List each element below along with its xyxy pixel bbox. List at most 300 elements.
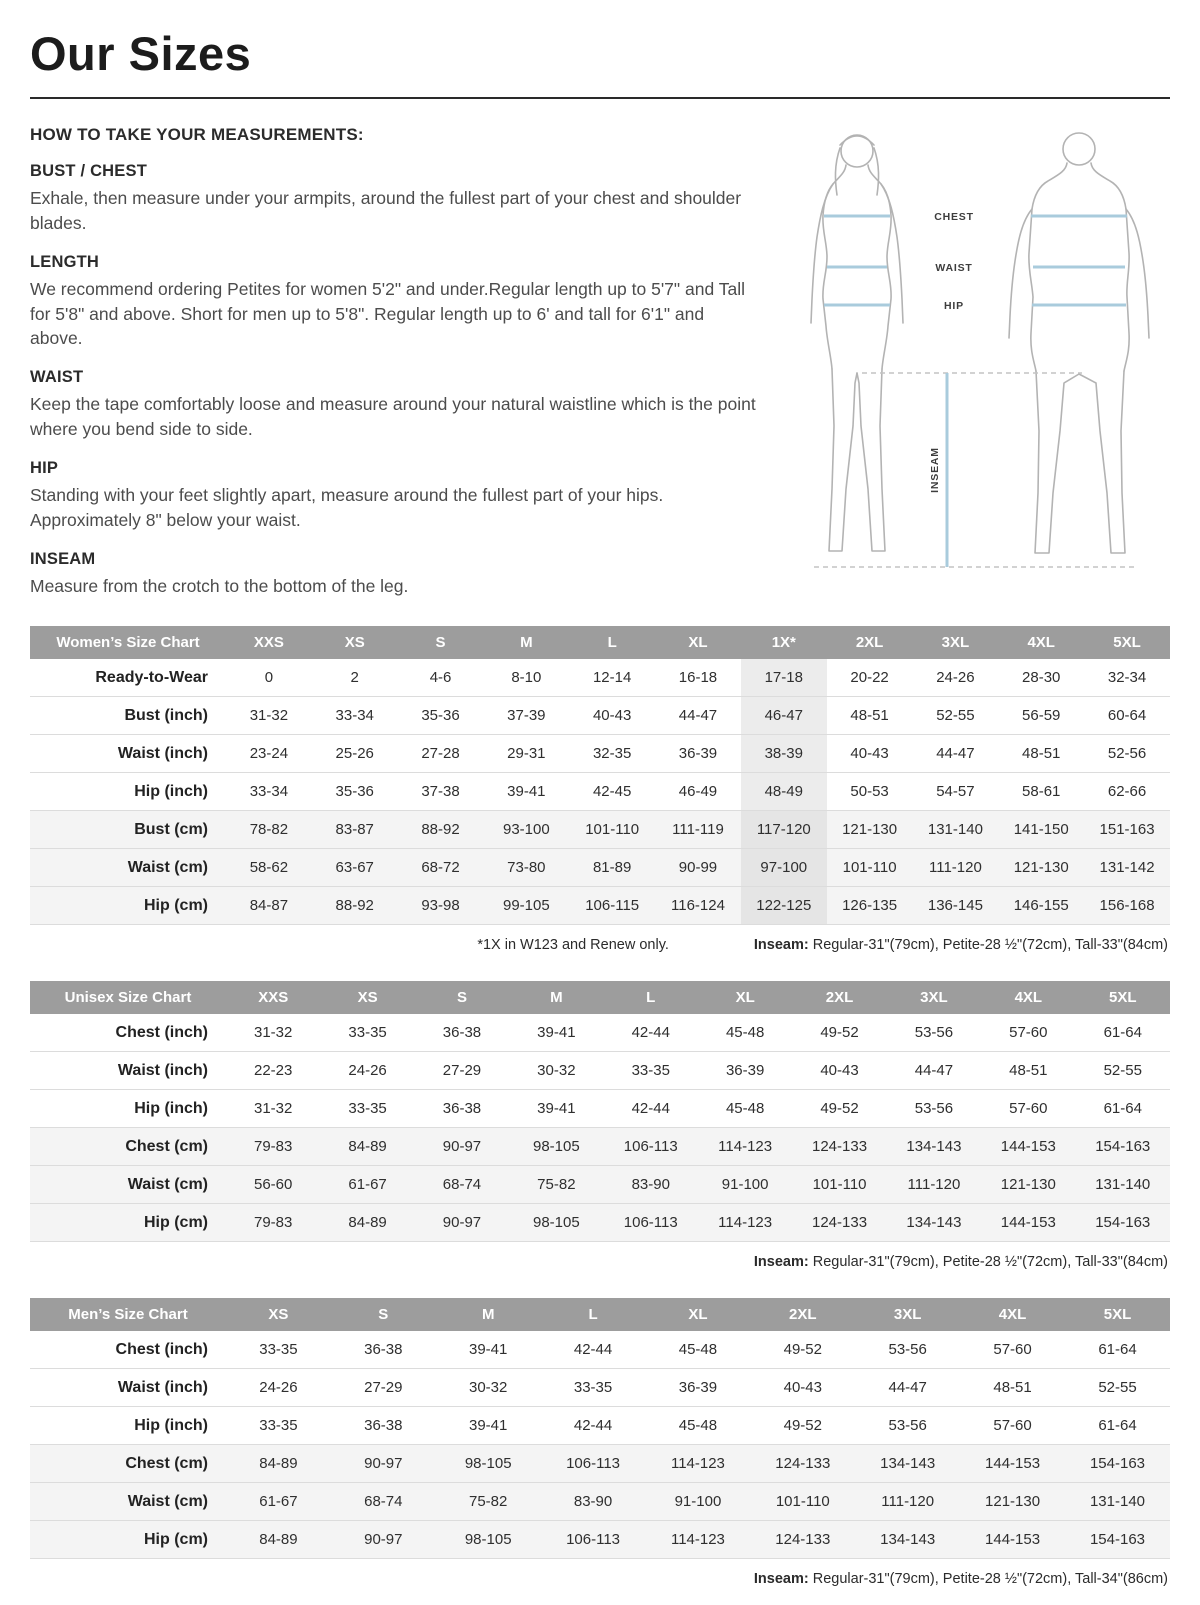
hip-label: HIP <box>944 300 964 312</box>
cell: 144-153 <box>981 1128 1075 1166</box>
cell: 106-113 <box>604 1128 698 1166</box>
cell: 84-89 <box>226 1445 331 1483</box>
section-title: WAIST <box>30 368 84 387</box>
cell: 124-133 <box>750 1521 855 1559</box>
section-inseam <box>30 550 758 599</box>
cell: 144-153 <box>960 1445 1065 1483</box>
cell: 44-47 <box>855 1369 960 1407</box>
footnote: Inseam: Regular-31"(79cm), Petite-28 ½"(72cm), Tall-34"(86cm) <box>753 1571 1168 1588</box>
cell: 134-143 <box>887 1204 981 1242</box>
cell: 68-74 <box>331 1483 436 1521</box>
col-header-XL: XL <box>655 626 741 659</box>
cell: 24-26 <box>913 659 999 697</box>
cell: 44-47 <box>887 1052 981 1090</box>
cell: 60-64 <box>1084 697 1170 735</box>
cell: 88-92 <box>398 811 484 849</box>
cell: 49-52 <box>750 1331 855 1369</box>
cell: 36-39 <box>698 1052 792 1090</box>
womens-footnotes <box>32 937 1168 953</box>
cell: 106-115 <box>569 887 655 925</box>
cell: 141-150 <box>998 811 1084 849</box>
cell: 45-48 <box>646 1331 751 1369</box>
table-row <box>30 1128 1170 1166</box>
col-header-L: L <box>541 1298 646 1331</box>
cell: 39-41 <box>436 1407 541 1445</box>
cell: 40-43 <box>792 1052 886 1090</box>
mens-size-chart-section <box>30 1298 1170 1587</box>
table-row <box>30 1090 1170 1128</box>
cell: 73-80 <box>483 849 569 887</box>
womens-chart-title: Women’s Size Chart <box>30 626 226 659</box>
cell: 24-26 <box>320 1052 414 1090</box>
row-label: Hip (cm) <box>30 1521 226 1559</box>
cell: 42-44 <box>541 1407 646 1445</box>
table-row <box>30 773 1170 811</box>
inseam-label: INSEAM <box>929 447 941 493</box>
cell: 45-48 <box>698 1090 792 1128</box>
cell: 58-61 <box>998 773 1084 811</box>
mens-chart-title: Men’s Size Chart <box>30 1298 226 1331</box>
col-header-4XL: 4XL <box>981 981 1075 1014</box>
cell: 131-140 <box>1065 1483 1170 1521</box>
cell: 40-43 <box>569 697 655 735</box>
cell: 33-35 <box>320 1090 414 1128</box>
cell: 42-44 <box>541 1331 646 1369</box>
cell: 79-83 <box>226 1128 320 1166</box>
cell: 36-38 <box>415 1090 509 1128</box>
col-header-XS: XS <box>320 981 414 1014</box>
col-header-5XL: 5XL <box>1076 981 1170 1014</box>
cell: 98-105 <box>509 1128 603 1166</box>
cell: 114-123 <box>698 1128 792 1166</box>
row-label: Waist (cm) <box>30 849 226 887</box>
cell: 106-113 <box>541 1521 646 1559</box>
footnote: Inseam: Regular-31"(79cm), Petite-28 ½"(72cm), Tall-33"(84cm) <box>753 937 1168 954</box>
cell: 68-74 <box>415 1166 509 1204</box>
col-header-XS: XS <box>312 626 398 659</box>
cell: 37-38 <box>398 773 484 811</box>
cell: 90-97 <box>415 1204 509 1242</box>
cell: 16-18 <box>655 659 741 697</box>
col-header-L: L <box>604 981 698 1014</box>
cell: 97-100 <box>741 849 827 887</box>
cell: 61-67 <box>226 1483 331 1521</box>
cell: 122-125 <box>741 887 827 925</box>
cell: 93-98 <box>398 887 484 925</box>
cell: 45-48 <box>698 1014 792 1052</box>
section-body: Keep the tape comfortably loose and measure around your natural waistline which is the point where you bend side to side. <box>30 394 756 440</box>
cell: 116-124 <box>655 887 741 925</box>
cell: 44-47 <box>913 735 999 773</box>
row-label: Waist (cm) <box>30 1166 226 1204</box>
cell: 42-44 <box>604 1014 698 1052</box>
unisex-chart-title: Unisex Size Chart <box>30 981 226 1014</box>
table-row <box>30 1052 1170 1090</box>
cell: 0 <box>226 659 312 697</box>
cell: 48-49 <box>741 773 827 811</box>
cell: 101-110 <box>569 811 655 849</box>
cell: 36-38 <box>331 1331 436 1369</box>
col-header-3XL: 3XL <box>913 626 999 659</box>
cell: 35-36 <box>398 697 484 735</box>
cell: 111-120 <box>913 849 999 887</box>
cell: 33-34 <box>312 697 398 735</box>
cell: 33-34 <box>226 773 312 811</box>
cell: 22-23 <box>226 1052 320 1090</box>
col-header-XXS: XXS <box>226 626 312 659</box>
cell: 57-60 <box>981 1014 1075 1052</box>
cell: 56-60 <box>226 1166 320 1204</box>
table-row <box>30 849 1170 887</box>
table-row <box>30 1166 1170 1204</box>
measurement-figure <box>776 119 1170 598</box>
cell: 33-35 <box>604 1052 698 1090</box>
cell: 32-35 <box>569 735 655 773</box>
col-header-3XL: 3XL <box>887 981 981 1014</box>
cell: 4-6 <box>398 659 484 697</box>
col-header-2XL: 2XL <box>792 981 886 1014</box>
intro-row <box>30 119 1170 598</box>
table-row <box>30 735 1170 773</box>
row-label: Waist (inch) <box>30 1369 226 1407</box>
cell: 53-56 <box>855 1331 960 1369</box>
cell: 121-130 <box>998 849 1084 887</box>
cell: 134-143 <box>887 1128 981 1166</box>
cell: 124-133 <box>750 1445 855 1483</box>
cell: 75-82 <box>436 1483 541 1521</box>
col-header-M: M <box>436 1298 541 1331</box>
cell: 58-62 <box>226 849 312 887</box>
col-header-XXS: XXS <box>226 981 320 1014</box>
cell: 126-135 <box>827 887 913 925</box>
row-label: Waist (inch) <box>30 735 226 773</box>
cell: 32-34 <box>1084 659 1170 697</box>
unisex-size-chart <box>30 981 1170 1242</box>
womens-table <box>30 626 1170 925</box>
male-figure <box>1009 133 1149 553</box>
section-body: Exhale, then measure under your armpits, around the fullest part of your chest and shoulder blades. <box>30 188 742 233</box>
cell: 39-41 <box>509 1090 603 1128</box>
col-header-4XL: 4XL <box>960 1298 1065 1331</box>
cell: 154-163 <box>1076 1128 1170 1166</box>
cell: 134-143 <box>855 1521 960 1559</box>
col-header-4XL: 4XL <box>998 626 1084 659</box>
cell: 48-51 <box>998 735 1084 773</box>
row-label: Chest (inch) <box>30 1014 226 1052</box>
cell: 106-113 <box>541 1445 646 1483</box>
row-label: Hip (inch) <box>30 1407 226 1445</box>
cell: 36-38 <box>415 1014 509 1052</box>
cell: 98-105 <box>509 1204 603 1242</box>
cell: 42-45 <box>569 773 655 811</box>
cell: 48-51 <box>981 1052 1075 1090</box>
cell: 37-39 <box>483 697 569 735</box>
cell: 31-32 <box>226 697 312 735</box>
table-row <box>30 697 1170 735</box>
cell: 52-55 <box>1065 1369 1170 1407</box>
cell: 124-133 <box>792 1128 886 1166</box>
womens-size-chart <box>30 626 1170 925</box>
cell: 39-41 <box>483 773 569 811</box>
cell: 98-105 <box>436 1521 541 1559</box>
section-title: BUST / CHEST <box>30 162 147 180</box>
cell: 33-35 <box>320 1014 414 1052</box>
cell: 27-29 <box>415 1052 509 1090</box>
header-row <box>30 626 1170 659</box>
cell: 88-92 <box>312 887 398 925</box>
cell: 101-110 <box>792 1166 886 1204</box>
cell: 134-143 <box>855 1445 960 1483</box>
section-bust-chest <box>30 162 758 236</box>
cell: 131-140 <box>1076 1166 1170 1204</box>
table-row <box>30 811 1170 849</box>
row-label: Chest (cm) <box>30 1128 226 1166</box>
cell: 91-100 <box>698 1166 792 1204</box>
womens-size-chart-section <box>30 626 1170 953</box>
cell: 30-32 <box>436 1369 541 1407</box>
row-label: Hip (cm) <box>30 887 226 925</box>
cell: 131-142 <box>1084 849 1170 887</box>
table-row <box>30 1369 1170 1407</box>
cell: 46-49 <box>655 773 741 811</box>
cell: 63-67 <box>312 849 398 887</box>
col-header-1X*: 1X* <box>741 626 827 659</box>
cell: 27-29 <box>331 1369 436 1407</box>
col-header-L: L <box>569 626 655 659</box>
cell: 12-14 <box>569 659 655 697</box>
cell: 57-60 <box>960 1407 1065 1445</box>
footnote: Inseam: Regular-31"(79cm), Petite-28 ½"(72cm), Tall-33"(84cm) <box>753 1254 1168 1271</box>
cell: 36-39 <box>655 735 741 773</box>
table-row <box>30 1407 1170 1445</box>
cell: 79-83 <box>226 1204 320 1242</box>
section-length <box>30 253 758 352</box>
cell: 156-168 <box>1084 887 1170 925</box>
cell: 151-163 <box>1084 811 1170 849</box>
cell: 49-52 <box>792 1014 886 1052</box>
cell: 61-67 <box>320 1166 414 1204</box>
mens-size-chart <box>30 1298 1170 1559</box>
cell: 90-97 <box>331 1445 436 1483</box>
measurement-instructions <box>30 119 758 598</box>
cell: 101-110 <box>750 1483 855 1521</box>
cell: 61-64 <box>1065 1407 1170 1445</box>
cell: 8-10 <box>483 659 569 697</box>
cell: 25-26 <box>312 735 398 773</box>
cell: 49-52 <box>750 1407 855 1445</box>
cell: 33-35 <box>226 1407 331 1445</box>
cell: 36-39 <box>646 1369 751 1407</box>
col-header-XL: XL <box>646 1298 751 1331</box>
row-label: Ready-to-Wear <box>30 659 226 697</box>
row-label: Chest (cm) <box>30 1445 226 1483</box>
cell: 54-57 <box>913 773 999 811</box>
row-label: Waist (inch) <box>30 1052 226 1090</box>
waist-label: WAIST <box>935 262 973 274</box>
cell: 49-52 <box>792 1090 886 1128</box>
section-title: HIP <box>30 458 59 477</box>
table-row <box>30 1445 1170 1483</box>
instructions-heading: HOW TO TAKE YOUR MEASUREMENTS: <box>30 125 364 144</box>
mens-footnotes <box>32 1571 1168 1587</box>
cell: 40-43 <box>750 1369 855 1407</box>
cell: 35-36 <box>312 773 398 811</box>
cell: 38-39 <box>741 735 827 773</box>
table-row <box>30 1521 1170 1559</box>
title-divider <box>30 97 1170 99</box>
cell: 23-24 <box>226 735 312 773</box>
cell: 27-28 <box>398 735 484 773</box>
unisex-footnotes <box>32 1254 1168 1270</box>
section-body: Standing with your feet slightly apart, measure around the fullest part of your hips. Approximately 8" below your waist. <box>30 484 664 530</box>
cell: 83-90 <box>604 1166 698 1204</box>
cell: 121-130 <box>827 811 913 849</box>
cell: 62-66 <box>1084 773 1170 811</box>
table-row <box>30 1483 1170 1521</box>
cell: 42-44 <box>604 1090 698 1128</box>
cell: 44-47 <box>655 697 741 735</box>
cell: 39-41 <box>509 1014 603 1052</box>
cell: 121-130 <box>960 1483 1065 1521</box>
cell: 83-87 <box>312 811 398 849</box>
cell: 83-90 <box>541 1483 646 1521</box>
cell: 106-113 <box>604 1204 698 1242</box>
cell: 84-89 <box>226 1521 331 1559</box>
cell: 154-163 <box>1065 1521 1170 1559</box>
cell: 53-56 <box>887 1014 981 1052</box>
unisex-table <box>30 981 1170 1242</box>
section-title: INSEAM <box>30 549 96 568</box>
cell: 111-119 <box>655 811 741 849</box>
cell: 81-89 <box>569 849 655 887</box>
cell: 146-155 <box>998 887 1084 925</box>
cell: 28-30 <box>998 659 1084 697</box>
cell: 93-100 <box>483 811 569 849</box>
table-row <box>30 887 1170 925</box>
col-header-S: S <box>415 981 509 1014</box>
col-header-5XL: 5XL <box>1065 1298 1170 1331</box>
col-header-S: S <box>331 1298 436 1331</box>
cell: 154-163 <box>1065 1445 1170 1483</box>
cell: 36-38 <box>331 1407 436 1445</box>
section-title: LENGTH <box>30 252 100 271</box>
section-hip <box>30 459 758 533</box>
cell: 56-59 <box>998 697 1084 735</box>
section-body: We recommend ordering Petites for women 5'2" and under.Regular length up to 5'7" and Tall for 5'8" and above. Short for men up to 5'8". Regular length up to 6' and tall for 6'1" and above. <box>30 278 745 349</box>
cell: 98-105 <box>436 1445 541 1483</box>
cell: 144-153 <box>981 1204 1075 1242</box>
cell: 121-130 <box>981 1166 1075 1204</box>
cell: 131-140 <box>913 811 999 849</box>
cell: 124-133 <box>792 1204 886 1242</box>
cell: 17-18 <box>741 659 827 697</box>
cell: 111-120 <box>887 1166 981 1204</box>
cell: 40-43 <box>827 735 913 773</box>
col-header-XS: XS <box>226 1298 331 1331</box>
cell: 31-32 <box>226 1014 320 1052</box>
cell: 99-105 <box>483 887 569 925</box>
cell: 114-123 <box>646 1521 751 1559</box>
cell: 75-82 <box>509 1166 603 1204</box>
cell: 50-53 <box>827 773 913 811</box>
cell: 114-123 <box>646 1445 751 1483</box>
cell: 2 <box>312 659 398 697</box>
section-waist <box>30 368 758 442</box>
cell: 84-89 <box>320 1128 414 1166</box>
cell: 57-60 <box>981 1090 1075 1128</box>
cell: 68-72 <box>398 849 484 887</box>
row-label: Hip (cm) <box>30 1204 226 1242</box>
cell: 53-56 <box>855 1407 960 1445</box>
cell: 101-110 <box>827 849 913 887</box>
cell: 84-89 <box>320 1204 414 1242</box>
cell: 48-51 <box>960 1369 1065 1407</box>
cell: 52-55 <box>1076 1052 1170 1090</box>
chest-label: CHEST <box>934 211 974 223</box>
row-label: Bust (inch) <box>30 697 226 735</box>
mens-table <box>30 1298 1170 1559</box>
cell: 136-145 <box>913 887 999 925</box>
cell: 61-64 <box>1076 1014 1170 1052</box>
row-label: Waist (cm) <box>30 1483 226 1521</box>
body-measurement-illustration <box>782 121 1164 593</box>
col-header-5XL: 5XL <box>1084 626 1170 659</box>
cell: 84-87 <box>226 887 312 925</box>
col-header-S: S <box>398 626 484 659</box>
cell: 53-56 <box>887 1090 981 1128</box>
cell: 48-51 <box>827 697 913 735</box>
table-row <box>30 1331 1170 1369</box>
inseam-guide <box>814 373 1138 567</box>
cell: 45-48 <box>646 1407 751 1445</box>
cell: 57-60 <box>960 1331 1065 1369</box>
cell: 39-41 <box>436 1331 541 1369</box>
col-header-3XL: 3XL <box>855 1298 960 1331</box>
row-label: Hip (inch) <box>30 1090 226 1128</box>
cell: 61-64 <box>1076 1090 1170 1128</box>
cell: 20-22 <box>827 659 913 697</box>
cell: 31-32 <box>226 1090 320 1128</box>
cell: 78-82 <box>226 811 312 849</box>
cell: 90-97 <box>415 1128 509 1166</box>
footnote: *1X in W123 and Renew only. <box>477 937 669 954</box>
cell: 61-64 <box>1065 1331 1170 1369</box>
cell: 91-100 <box>646 1483 751 1521</box>
row-label: Hip (inch) <box>30 773 226 811</box>
page-title: Our Sizes <box>30 27 252 80</box>
cell: 30-32 <box>509 1052 603 1090</box>
cell: 144-153 <box>960 1521 1065 1559</box>
cell: 154-163 <box>1076 1204 1170 1242</box>
cell: 52-56 <box>1084 735 1170 773</box>
header-row <box>30 1298 1170 1331</box>
female-figure <box>811 135 903 551</box>
header-row <box>30 981 1170 1014</box>
cell: 52-55 <box>913 697 999 735</box>
row-label: Chest (inch) <box>30 1331 226 1369</box>
cell: 29-31 <box>483 735 569 773</box>
cell: 33-35 <box>541 1369 646 1407</box>
cell: 111-120 <box>855 1483 960 1521</box>
table-row <box>30 1204 1170 1242</box>
cell: 24-26 <box>226 1369 331 1407</box>
table-row <box>30 1014 1170 1052</box>
col-header-M: M <box>483 626 569 659</box>
unisex-size-chart-section <box>30 981 1170 1270</box>
col-header-M: M <box>509 981 603 1014</box>
cell: 33-35 <box>226 1331 331 1369</box>
cell: 90-99 <box>655 849 741 887</box>
